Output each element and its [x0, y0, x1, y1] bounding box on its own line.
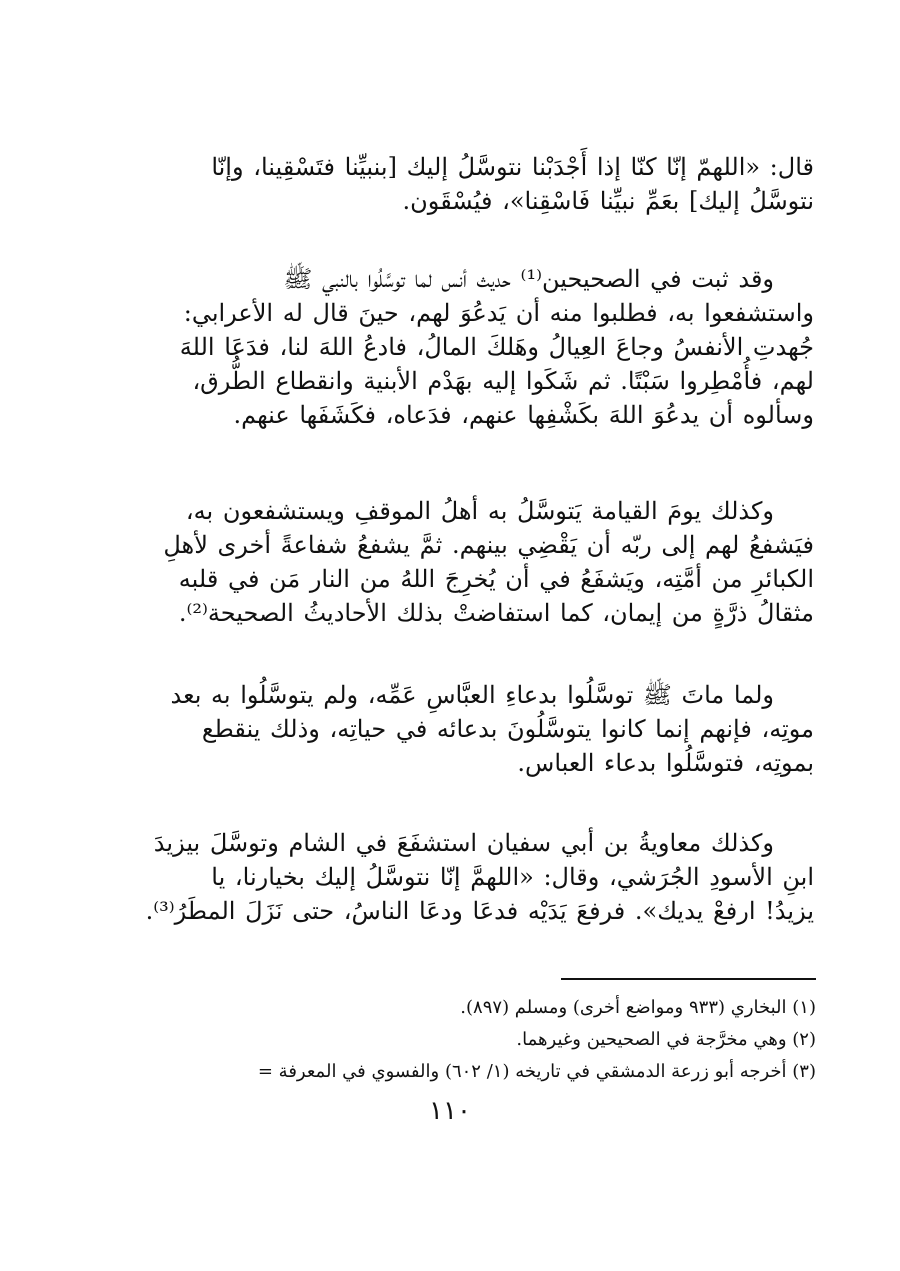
text-line: فيَشفعُ لهم إلى ربّه أن يَقْضِي بينهم. ثمَّ يشفعُ شفاعةً أخرى لأهلِ: [163, 531, 814, 559]
footnote-2: (٢) وهي مخرَّجة في الصحيحين وغيرهما.: [516, 1029, 816, 1050]
footnote-separator: [561, 978, 816, 980]
text-line: الكبائرِ من أمَّتِه، ويَشفَعُ في أن يُخرِجَ اللهُ من النار مَن في قلبه: [178, 565, 814, 593]
text-line: وكذلك يومَ القيامة يَتوسَّلُ به أهلُ الموقفِ ويستشفعون به،: [185, 497, 774, 525]
text-line: جُهدتِ الأنفسُ وجاعَ العِيالُ وهَلكَ المالُ، فادعُ اللهَ لنا، فدَعَا اللهَ: [179, 333, 814, 361]
text-line: يزيدُ! ارفعْ يديك». فرفعَ يَدَيْه فدعَا ودعَا الناسُ، حتى نَزَلَ المطَرُ⁽³⁾.: [145, 897, 814, 925]
footnote-1: (١) البخاري (٩٣٣ ومواضع أخرى) ومسلم (٨٩٧).: [460, 997, 816, 1018]
footnotes: [90, 992, 816, 1088]
text-line: ابنِ الأسودِ الجُرَشي، وقال: «اللهمَّ إنّا نتوسَّلُ إليك بخيارنا، يا: [211, 863, 814, 891]
text-line: وكذلك معاويةُ بن أبي سفيان استشفَعَ في الشام وتوسَّلَ بيزيدَ: [153, 829, 774, 857]
paragraph-3: [118, 494, 814, 630]
text-line: ولما ماتَ ﷺ توسَّلُوا بدعاءِ العبَّاسِ عَمِّه، ولم يتوسَّلُوا به بعد: [170, 681, 774, 709]
text-line: بموتِه، فتوسَّلُوا بدعاء العباس.: [517, 749, 814, 777]
text-line: لهم، فأُمْطِروا سَبْتًا. ثم شَكَوا إليه بهَدْم الأبنية وانقطاع الطُّرق،: [192, 367, 814, 395]
page-number: ١١٠: [429, 1096, 471, 1126]
text-line: موتِه، فإنهم إنما كانوا يتوسَّلُونَ بدعائه في حياتِه، وذلك ينقطع: [201, 715, 814, 743]
text-line: نتوسَّلُ إليك] بعَمِّ نبيِّنا فَاسْقِنا»، فيُسْقَون.: [402, 187, 814, 215]
paragraph-4: [118, 678, 814, 780]
paragraph-1: [118, 150, 814, 218]
text-line: واستشفعوا به، فطلبوا منه أن يَدعُوَ لهم، حينَ قال له الأعرابي:: [183, 299, 814, 327]
paragraph-5: [118, 826, 814, 928]
text-line: قال: «اللهمّ إنّا كنّا إذا أَجْدَبْنا نتوسَّلُ إليك [بنبيِّنا فتَسْقِينا، وإنّا: [211, 153, 814, 181]
text-line: وقد ثبت في الصحيحين⁽¹⁾ حديث أنس لما توسَّلُوا بالنبي ﷺ: [283, 265, 774, 293]
text-line: مثقالُ ذرَّةٍ من إيمان، كما استفاضتْ بذلك الأحاديثُ الصحيحة⁽²⁾.: [178, 599, 814, 627]
footnote-3: (٣) أخرجه أبو زرعة الدمشقي في تاريخه (١/ ٦٠٢) والفسوي في المعرفة =: [257, 1061, 816, 1082]
paragraph-2: [118, 262, 814, 432]
text-line: وسألوه أن يدعُوَ اللهَ بكَشْفِها عنهم، فدَعاه، فكَشَفَها عنهم.: [233, 401, 814, 429]
